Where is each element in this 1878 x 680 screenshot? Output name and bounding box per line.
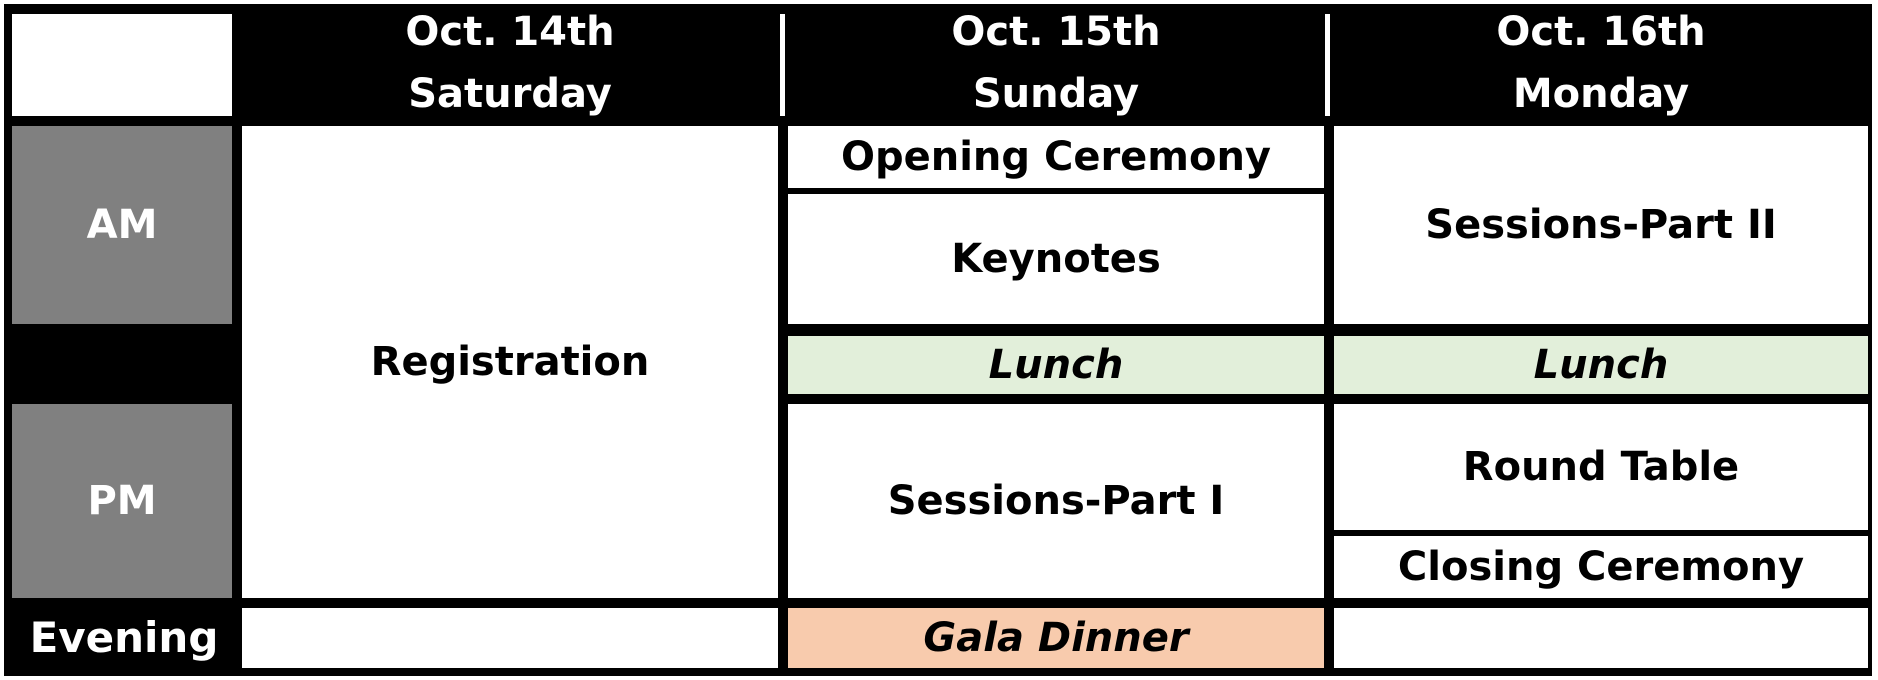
event-gala-dinner: Gala Dinner [788, 608, 1324, 668]
header-divider [1325, 14, 1330, 116]
event-round-table: Round Table [1334, 404, 1868, 530]
event-evening-empty [242, 608, 778, 668]
event-sessions-part-1: Sessions-Part I [788, 404, 1324, 598]
event-closing-ceremony: Closing Ceremony [1334, 536, 1868, 598]
day-header-monday [1334, 6, 1868, 120]
day-weekday: Monday [1512, 71, 1690, 117]
day-weekday: Sunday [972, 71, 1140, 117]
period-label-pm: PM [12, 404, 232, 598]
day-date: Oct. 16th [1496, 9, 1706, 55]
day-header-sunday [788, 6, 1324, 120]
event-evening-empty [1334, 608, 1868, 668]
day-header-saturday [242, 6, 778, 120]
period-label-evening: Evening [12, 606, 236, 670]
event-registration: Registration [242, 126, 778, 598]
period-label-am: AM [12, 126, 232, 324]
event-sessions-part-2: Sessions-Part II [1334, 126, 1868, 324]
event-lunch: Lunch [788, 336, 1324, 394]
day-date: Oct. 14th [405, 9, 615, 55]
header-divider [780, 14, 785, 116]
event-opening-ceremony: Opening Ceremony [788, 126, 1324, 188]
event-lunch: Lunch [1334, 336, 1868, 394]
event-keynotes: Keynotes [788, 194, 1324, 324]
corner-cell [12, 14, 232, 116]
day-date: Oct. 15th [951, 9, 1161, 55]
day-weekday: Saturday [408, 71, 612, 117]
